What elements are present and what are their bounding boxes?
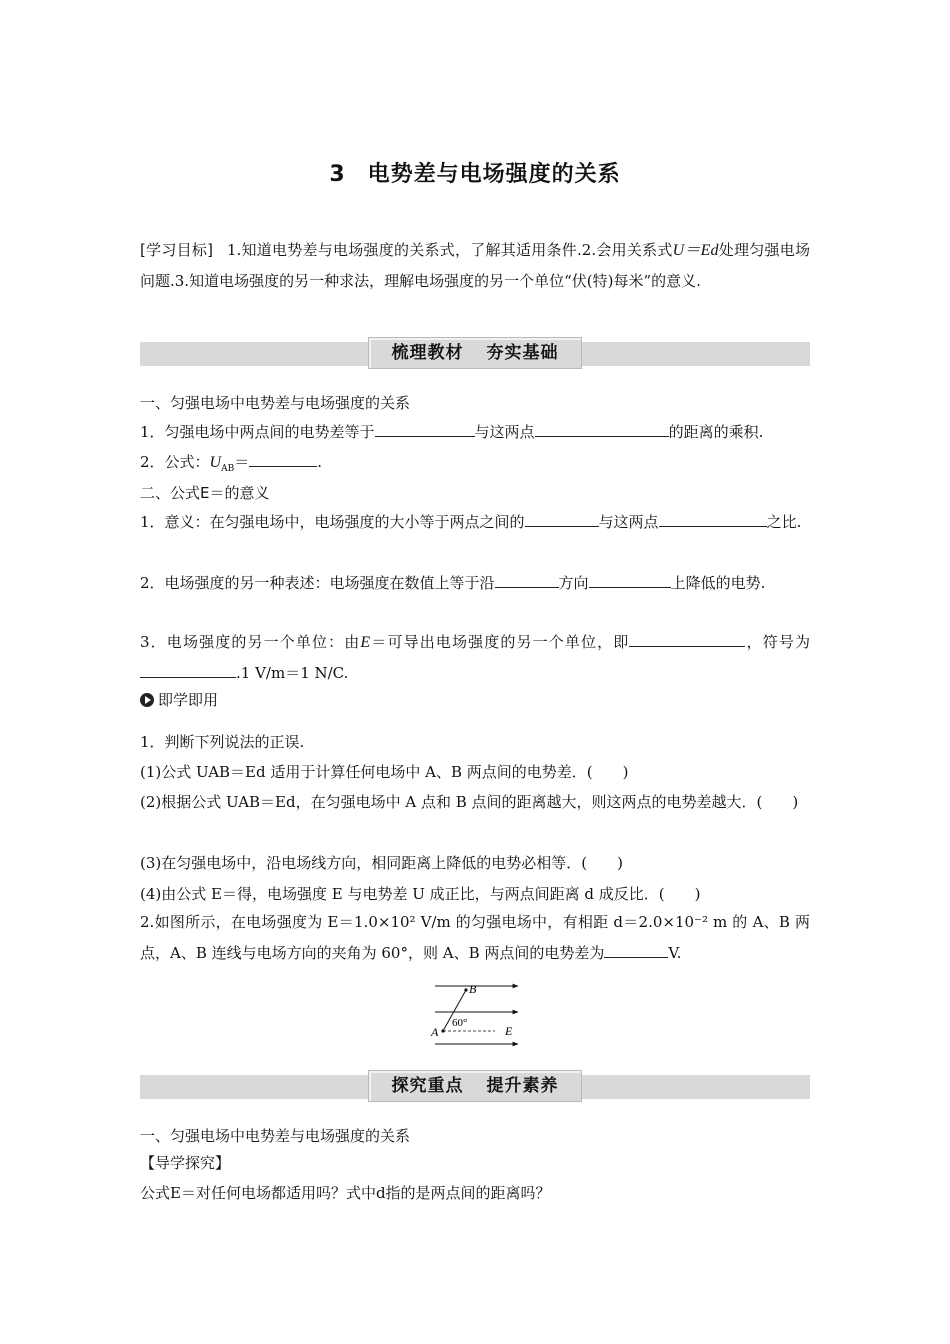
chapter-number: 3: [329, 162, 346, 187]
answer-blank[interactable]: [604, 942, 668, 958]
answer-blank[interactable]: [759, 511, 767, 527]
guide-heading: 【导学探究】: [140, 1154, 231, 1172]
learning-objectives: [140, 235, 810, 297]
section2-item2: 2．电场强度的另一种表述：电场强度在数值上等于沿 方向 上降低的电势.: [140, 574, 766, 592]
practice-q1-4: (4)由公式 E＝得，电场强度 E 与电势差 U 成正比，与两点间距离 d 成反比．( ): [140, 885, 701, 903]
answer-blank[interactable]: [375, 421, 475, 437]
section2-item1: 1．意义：在匀强电场中，电场强度的大小等于两点之间的 与这两点 之比.: [140, 513, 802, 531]
page-title: [140, 157, 810, 188]
practice-q1-2: (2)根据公式 UAB＝Ed，在匀强电场中 A 点和 B 点间的距离越大，则这两点的电势差越大．( ): [140, 793, 799, 811]
label-e: E: [505, 1024, 513, 1038]
play-icon: [140, 693, 154, 707]
objectives-tag: [学习目标]: [140, 241, 213, 259]
electric-field-diagram: [425, 976, 525, 1052]
practice-heading: 即学即用: [140, 690, 810, 710]
answer-blank[interactable]: [659, 511, 759, 527]
answer-blank[interactable]: [140, 662, 236, 678]
answer-blank[interactable]: [589, 572, 671, 588]
objectives-text-2: 处理匀强电场问题.3.知道电场强度的另一种求法，理解电场强度的另一个单位“伏(特)每米”的意义.: [140, 241, 810, 290]
point-a: [441, 1029, 444, 1032]
section2-heading: 二、公式E＝的意义: [140, 484, 270, 502]
section1-heading: 一、匀强电场中电势差与电场强度的关系: [140, 394, 411, 412]
section3-heading: 一、匀强电场中电势差与电场强度的关系: [140, 1127, 411, 1145]
banner-label: 探究重点 提升素养: [368, 1070, 582, 1102]
guide-question: 公式E＝对任何电场都适用吗？式中d指的是两点间的距离吗？: [140, 1184, 551, 1202]
practice-q2: 2.如图所示，在电场强度为 E＝1.0×10² V/m 的匀强电场中，有相距 d＝2.0×10⁻² m 的 A、B 两点，A、B 连线与电场方向的夹角为 60°，则 A、B 两点间的电势差为 V.: [140, 913, 810, 962]
practice-q1-3: (3)在匀强电场中，沿电场线方向，相同距离上降低的电势必相等．( ): [140, 854, 623, 872]
section1-item2: 2．公式：$U_{AB}=$ .: [140, 453, 323, 474]
section-banner-explore: [140, 1075, 810, 1099]
banner-label: 梳理教材 夯实基础: [368, 337, 582, 369]
answer-blank[interactable]: [525, 511, 599, 527]
practice-q1: 1．判断下列说法的正误.: [140, 733, 305, 751]
label-a: A: [431, 1025, 439, 1039]
title-text: 电势差与电场强度的关系: [367, 162, 621, 187]
angle-label: 60°: [452, 1017, 468, 1029]
answer-blank[interactable]: [249, 451, 317, 467]
answer-blank[interactable]: [535, 421, 669, 437]
section1-item1: 1．匀强电场中两点间的电势差等于 与这两点 的距离的乘积.: [140, 423, 764, 441]
answer-blank[interactable]: [629, 631, 745, 647]
objectives-text-1: 1.知道电势差与电场强度的关系式，了解其适用条件.2.会用关系式: [226, 241, 673, 259]
objectives-formula: U＝Ed: [672, 242, 719, 259]
practice-q1-1: (1)公式 UAB＝Ed 适用于计算任何电场中 A、B 两点间的电势差．( ): [140, 763, 629, 781]
section2-item3: 3．电场强度的另一个单位：由E＝可导出电场强度的另一个单位，即 ，符号为.1 V/m＝1 N/C.: [140, 633, 810, 682]
point-b: [464, 988, 467, 991]
section-banner-basics: [140, 342, 810, 366]
label-b: B: [469, 982, 477, 996]
answer-blank[interactable]: [495, 572, 559, 588]
